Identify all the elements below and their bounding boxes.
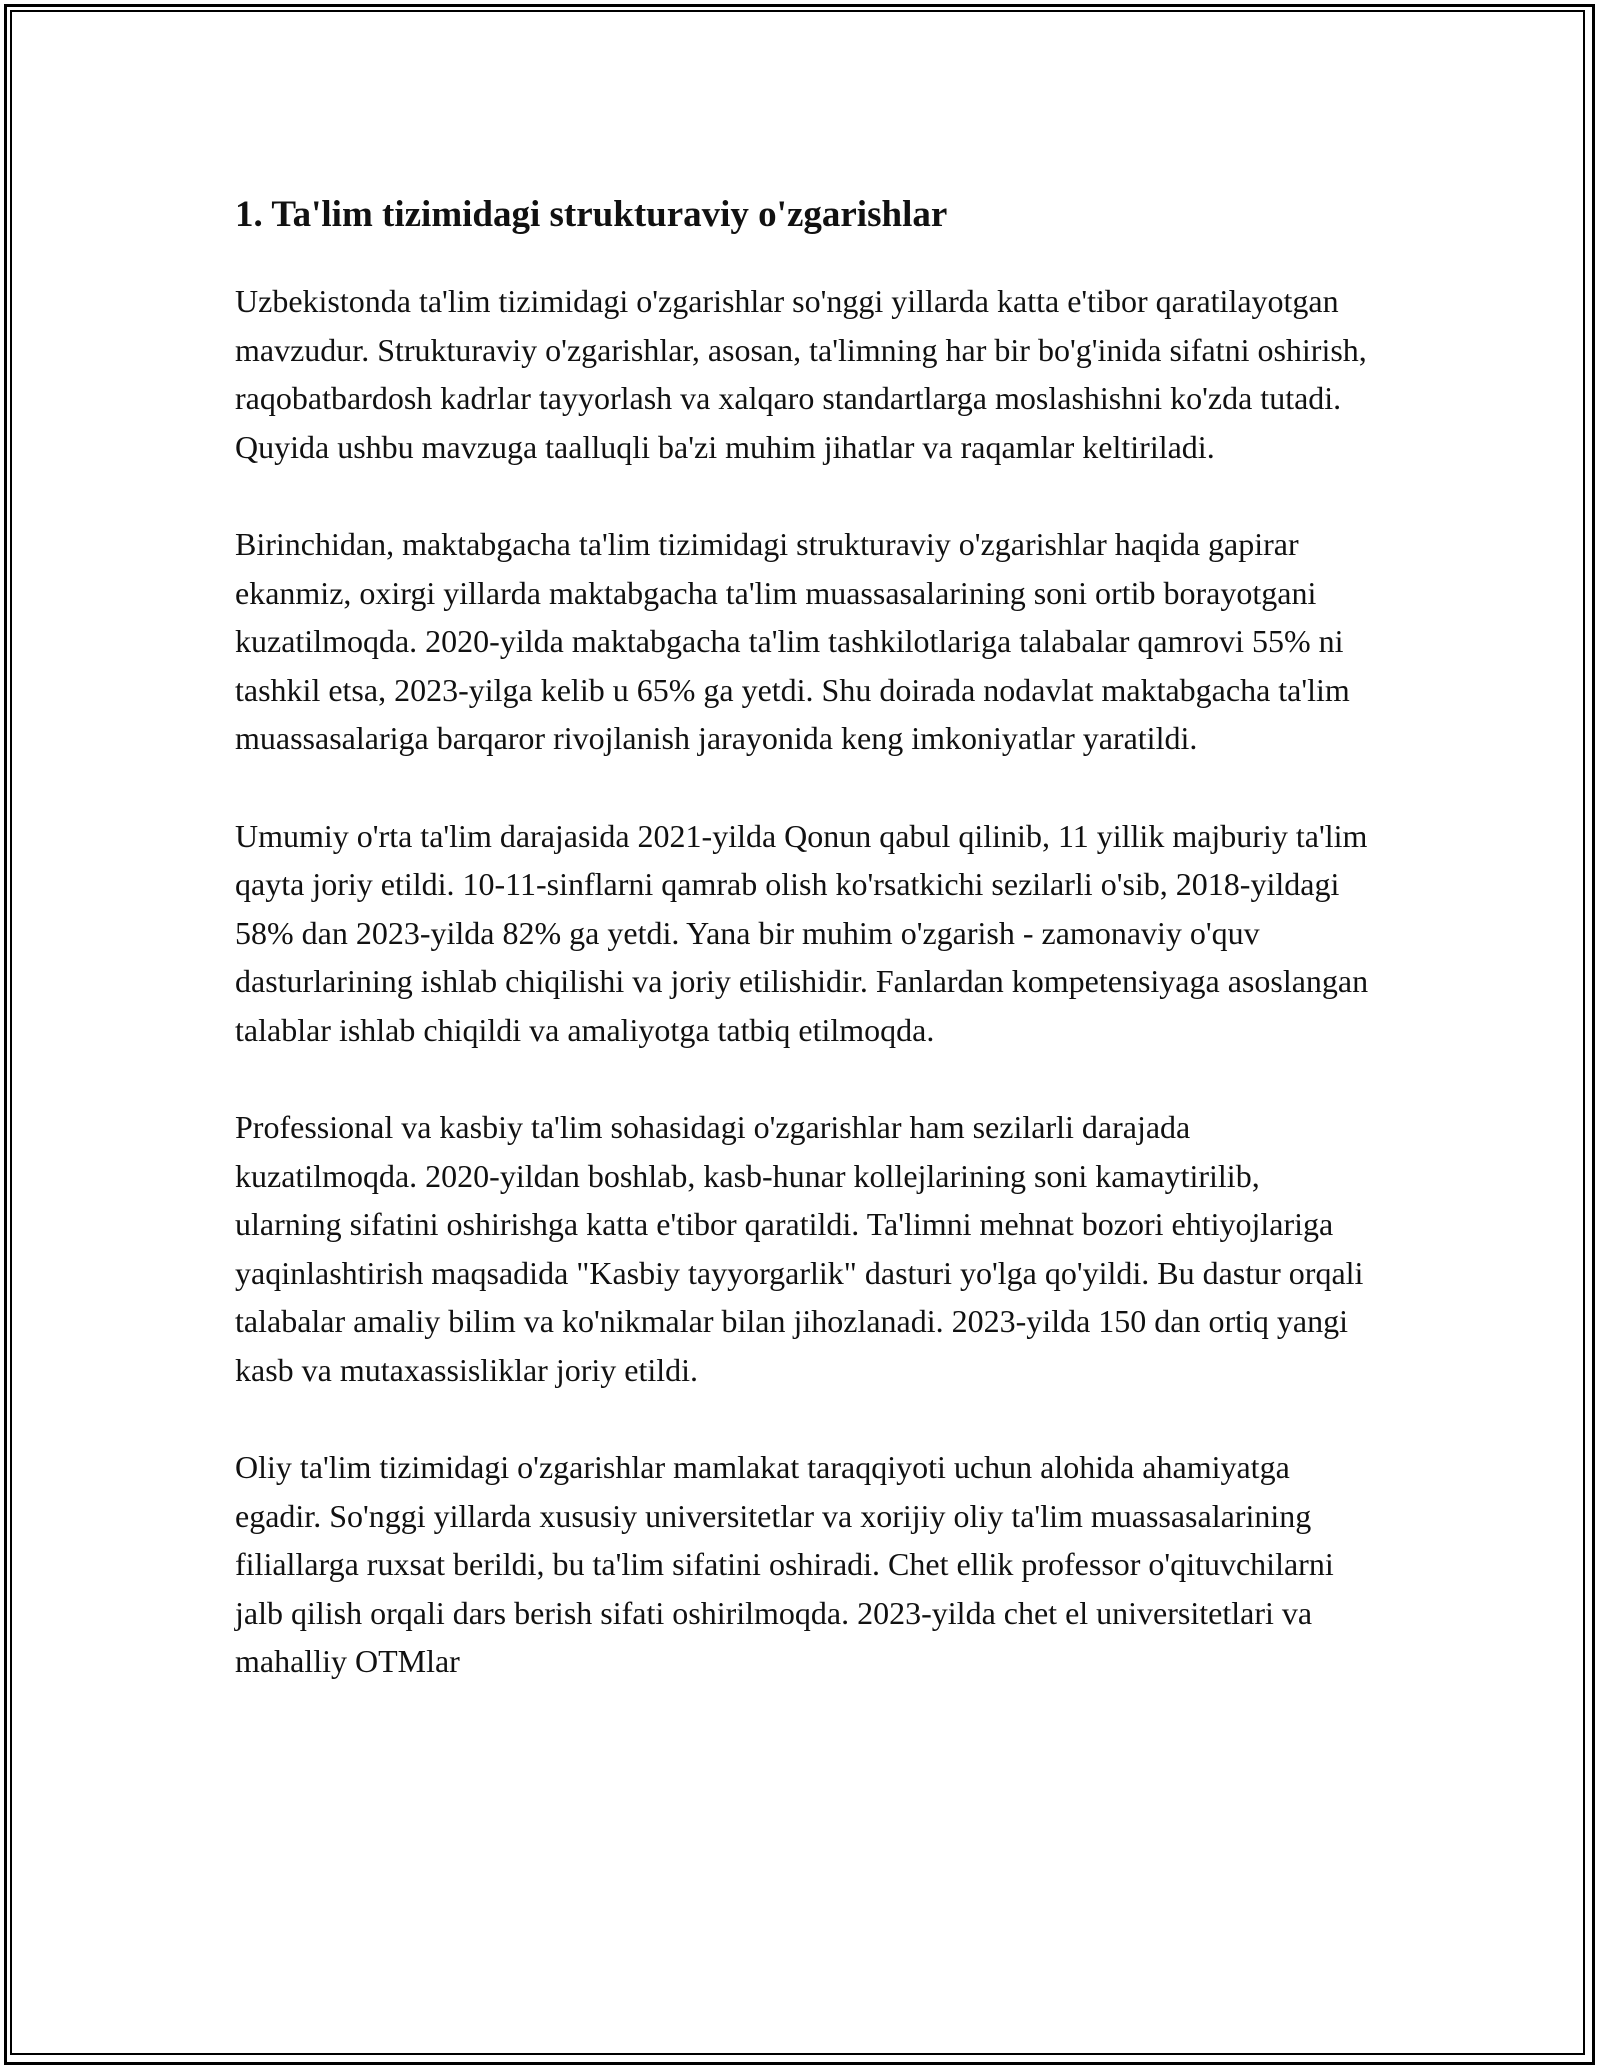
section-title: 1. Ta'lim tizimidagi strukturaviy o'zgarishlar xyxy=(235,194,948,235)
paragraph-secondary: Umumiy o'rta ta'lim darajasida 2021-yilda Qonun qabul qilinib, 11 yillik majburiy ta'lim qayta joriy etildi. 10-11-sinflarni qamrab olish ko'rsatkichi sezilarli o'sib, 2018-yildagi 58% dan 2023-yilda 82% ga yetdi. Yana bir muhim o'zgarish - zamonaviy o'quv dasturlarining ishlab chiqilishi va joriy etilishidir. Fanlardan kompetensiyaga asoslangan talablar ishlab chiqildi va amaliyotga tatbiq etilmoqda. xyxy=(235,817,1369,1048)
paragraph-higher-education: Oliy ta'lim tizimidagi o'zgarishlar mamlakat taraqqiyoti uchun alohida ahamiyatga egadir. So'nggi yillarda xususiy universitetlar va xorijiy oliy ta'lim muassasalarining filiallarga ruxsat berildi, bu ta'lim sifatini oshiradi. Chet ellik professor o'qituvchilarni jalb qilish orqali dars berish sifati oshirilmoqda. 2023-yilda chet el universitetlari va mahalliy OTMlar xyxy=(235,1449,1334,1679)
document-body xyxy=(235,185,1370,1735)
paragraph-vocational: Professional va kasbiy ta'lim sohasidagi o'zgarishlar ham sezilarli darajada kuzatilmoqda. 2020-yildan boshlab, kasb-hunar kollejlarining soni kamaytirilib, ularning sifatini oshirishga katta e'tibor qaratildi. Ta'limni mehnat bozori ehtiyojlariga yaqinlashtirish maqsadida "Kasbiy tayyorgarlik" dasturi yo'lga qo'yildi. Bu dastur orqali talabalar amaliy bilim va ko'nikmalar bilan jihozlanadi. 2023-yilda 150 dan ortiq yangi kasb va mutaxassisliklar joriy etildi. xyxy=(235,1109,1364,1388)
paragraph-intro: Uzbekistonda ta'lim tizimidagi o'zgarishlar so'nggi yillarda katta e'tibor qaratilayotgan mavzudur. Strukturaviy o'zgarishlar, asosan, ta'limning har bir bo'g'inida sifatni oshirish, raqobatbardosh kadrlar tayyorlash va xalqaro standartlarga moslashishni ko'zda tutadi. Quyida ushbu mavzuga taalluqli ba'zi muhim jihatlar va raqamlar keltiriladi. xyxy=(235,283,1367,465)
paragraph-preschool: Birinchidan, maktabgacha ta'lim tizimidagi strukturaviy o'zgarishlar haqida gapirar ekanmiz, oxirgi yillarda maktabgacha ta'lim muassasalarining soni ortib borayotgani kuzatilmoqda. 2020-yilda maktabgacha ta'lim tashkilotlariga talabalar qamrovi 55% ni tashkil etsa, 2023-yilga kelib u 65% ga yetdi. Shu doirada nodavlat maktabgacha ta'lim muassasalariga barqaror rivojlanish jarayonida keng imkoniyatlar yaratildi. xyxy=(235,526,1350,756)
